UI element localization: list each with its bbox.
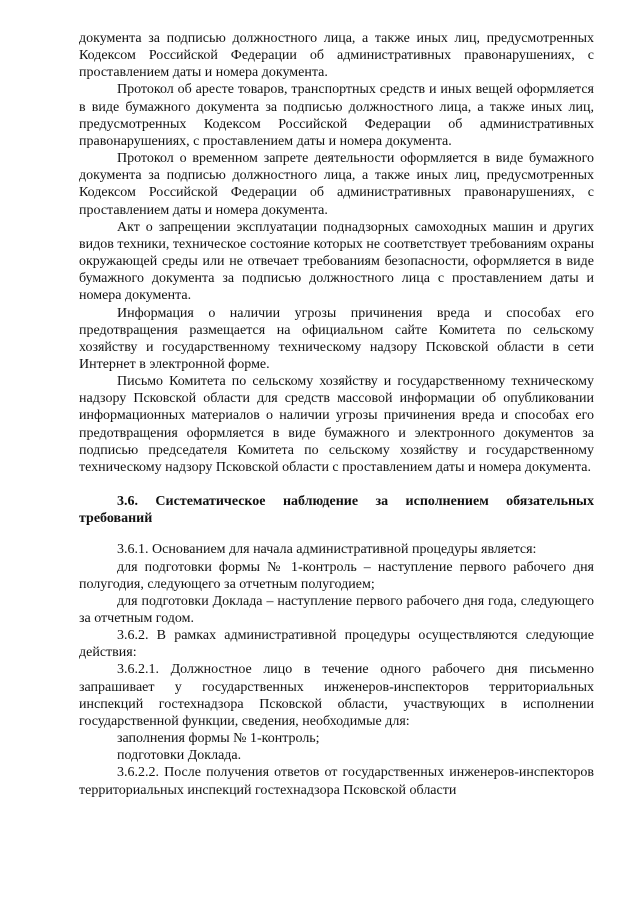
document-page [79, 30, 594, 799]
paragraph: подготовки Доклада. [117, 748, 242, 764]
paragraph: Письмо Комитета по сельскому хозяйству и государственному техническому надзору Псковской области для средств массовой информации об опубликовании информационных материалов о наличии угрозы причинения вреда и способах его предотвращения оформляется в виде бумажного и электронного документов за подписью председателя Комитета по сельскому хозяйству и государственному техническому надзору Псковской области с проставлением даты и номера документа. [79, 374, 594, 475]
paragraph: 3.6.2.1. Должностное лицо в течение одного рабочего дня письменно запрашивает у государственных инженеров-инспекторов территориальных инспекций гостехнадзора Псковской области, участвующих в исполнении государственной функции, сведения, необходимые для: [79, 662, 594, 729]
paragraph: Протокол об аресте товаров, транспортных средств и иных вещей оформляется в виде бумажного документа за подписью должностного лица, а также иных лиц, предусмотренных Кодексом Российской Федерации об административных правонарушениях, с проставлением даты и номера документа. [79, 82, 594, 149]
section-heading: 3.6. Систематическое наблюдение за исполнением обязательных требований [79, 494, 594, 527]
paragraph: заполнения формы № 1-контроль; [117, 731, 320, 747]
paragraph: Акт о запрещении эксплуатации поднадзорных самоходных машин и других видов техники, техническое состояние которых не соответствует требованиям охраны окружающей среды или не отвечает требованиям безопасности, оформляется в виде бумажного документа за подписью должностного лица с проставлением даты и номера документа. [79, 219, 594, 304]
spacer [79, 476, 594, 493]
paragraph: 3.6.2.2. После получения ответов от государственных инженеров-инспекторов территориальных инспекций гостехнадзора Псковской области [79, 765, 594, 798]
paragraph: для подготовки Доклада – наступление первого рабочего дня года, следующего за отчетным годом. [79, 593, 594, 626]
paragraph: 3.6.1. Основанием для начала административной процедуры является: [117, 542, 537, 558]
paragraph: Протокол о временном запрете деятельности оформляется в виде бумажного документа за подписью должностного лица, а также иных лиц, предусмотренных Кодексом Российской Федерации об административных правонарушениях, с проставлением даты и номера документа. [79, 151, 594, 218]
paragraph: 3.6.2. В рамках административной процедуры осуществляются следующие действия: [79, 628, 594, 661]
paragraph: документа за подписью должностного лица, а также иных лиц, предусмотренных Кодексом Российской Федерации об административных правонарушениях, с проставлением даты и номера документа. [79, 31, 594, 81]
spacer [79, 527, 594, 541]
paragraph: для подготовки формы № 1-контроль – наступление первого рабочего дня полугодия, следующего за отчетным полугодием; [79, 559, 594, 592]
paragraph: Информация о наличии угрозы причинения вреда и способах его предотвращения размещается на официальном сайте Комитета по сельскому хозяйству и государственному техническому надзору Псковской области в сети Интернет в электронной форме. [79, 305, 594, 372]
